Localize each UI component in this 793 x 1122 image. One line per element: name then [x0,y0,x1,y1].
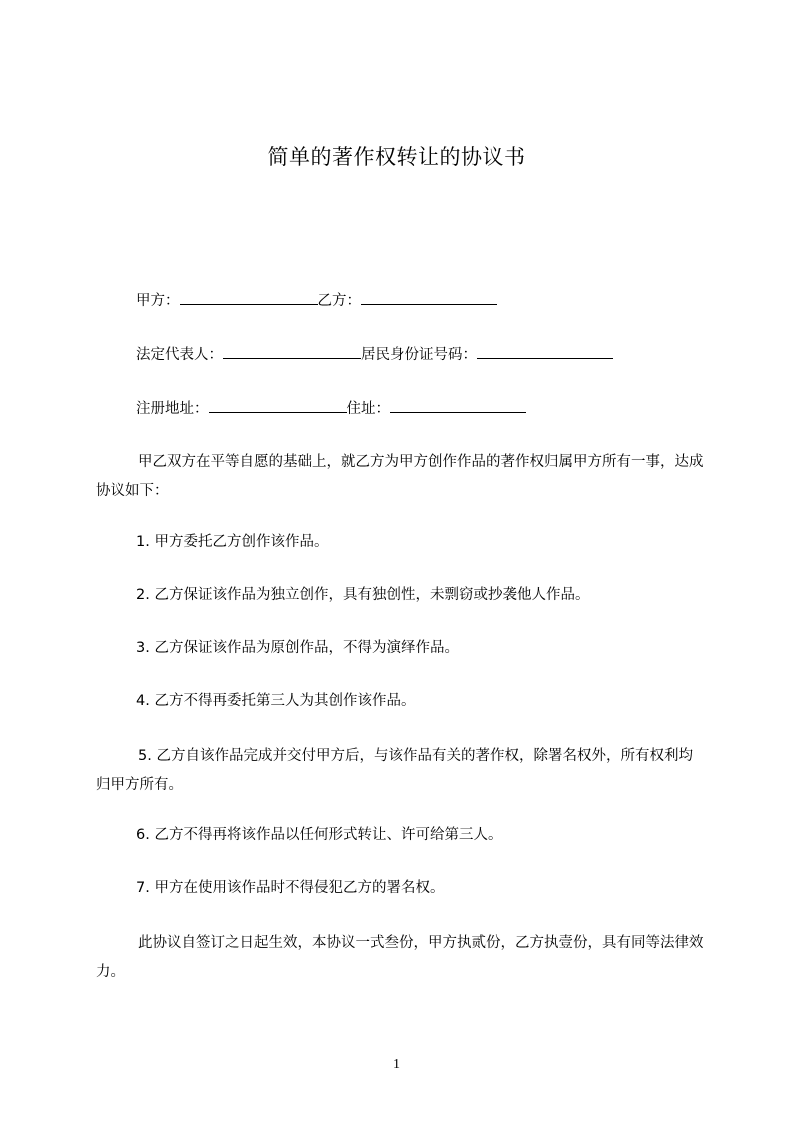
party-b-label: 乙方： [317,293,361,309]
clause-5: 5. 乙方自该作品完成并交付甲方后，与该作品有关的著作权，除署名权外，所有权利均归甲方所有。 [96,748,693,793]
intro-paragraph: 甲乙双方在平等自愿的基础上，就乙方为甲方创作作品的著作权归属甲方所有一事，达成协议如下： [96,454,704,499]
clause-2: 2. 乙方保证该作品为独立创作，具有独创性，未剽窃或抄袭他人作品。 [136,587,590,603]
parties-line [136,290,497,311]
address-line [136,398,526,419]
id-number-blank [477,344,613,359]
reg-address-label: 注册地址： [136,401,209,417]
clause-3: 3. 乙方保证该作品为原创作品，不得为演绎作品。 [136,640,459,656]
reg-address-blank [209,398,347,413]
residence-label: 住址： [346,401,390,417]
clause-7: 7. 甲方在使用该作品时不得侵犯乙方的署名权。 [136,880,445,896]
legal-rep-label: 法定代表人： [136,347,223,363]
document-title: 简单的著作权转让的协议书 [267,145,526,169]
residence-blank [390,398,526,413]
party-a-label: 甲方： [136,293,180,309]
representative-line [136,344,613,365]
clause-6: 6. 乙方不得再将该作品以任何形式转让、许可给第三人。 [136,827,503,843]
id-number-label: 居民身份证号码： [361,347,477,363]
closing-paragraph: 此协议自签订之日起生效，本协议一式叁份，甲方执贰份，乙方执壹份，具有同等法律效力。 [96,935,704,980]
clause-1: 1. 甲方委托乙方创作该作品。 [136,534,329,550]
legal-rep-blank [223,344,361,359]
page-number: 1 [393,1057,400,1072]
party-a-blank [180,290,318,305]
party-b-blank [361,290,497,305]
clause-4: 4. 乙方不得再委托第三人为其创作该作品。 [136,693,416,709]
